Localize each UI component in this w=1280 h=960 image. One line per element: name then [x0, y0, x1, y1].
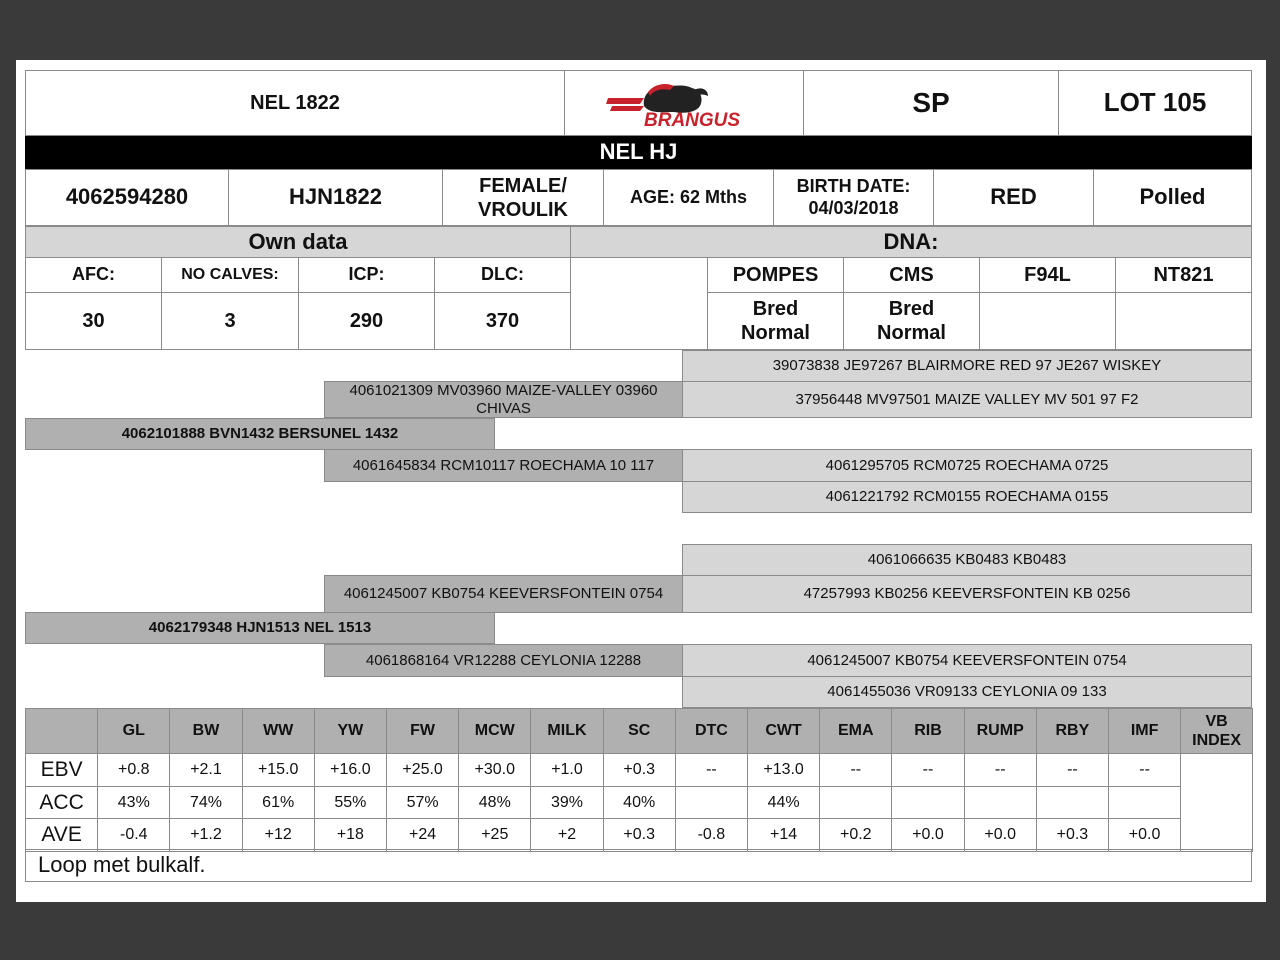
ebv-cell-ave-sc: +0.3	[603, 818, 676, 852]
ebv-cell-ave-gl: -0.4	[97, 818, 170, 852]
ebv-header-rby: RBY	[1036, 708, 1109, 754]
dna-pompes-line2: Normal	[741, 322, 810, 344]
animal-tag: HJN1822	[228, 169, 443, 226]
ebv-cell-ebv-cwt: +13.0	[747, 753, 820, 787]
ebv-cell-acc-imf	[1108, 786, 1181, 820]
birth-date-value: 04/03/2018	[808, 197, 899, 218]
ebv-cell-acc-cwt: 44%	[747, 786, 820, 820]
lot-card	[16, 60, 1266, 902]
ebv-header-bw: BW	[169, 708, 242, 754]
ebv-cell-ebv-rib: --	[891, 753, 964, 787]
ebv-cell-ebv-fw: +25.0	[386, 753, 459, 787]
pedigree-dam-sire: 4061245007 KB0754 KEEVERSFONTEIN 0754	[324, 575, 683, 613]
pedigree-dam: 4062179348 HJN1513 NEL 1513	[25, 612, 495, 644]
afc-value: 30	[25, 292, 162, 350]
ebv-cell-ebv-ema: --	[819, 753, 892, 787]
ebv-cell-acc-rby	[1036, 786, 1109, 820]
dna-nt821-value	[1115, 292, 1252, 350]
ebv-cell-ebv-mcw: +30.0	[458, 753, 531, 787]
ebv-cell-acc-fw: 57%	[386, 786, 459, 820]
ebv-header-fw: FW	[386, 708, 459, 754]
ebv-header-dtc: DTC	[675, 708, 748, 754]
dna-f94l-header: F94L	[979, 257, 1116, 293]
ebv-header-ww: WW	[242, 708, 315, 754]
birth-date	[773, 169, 934, 226]
ebv-cell-acc-mcw: 48%	[458, 786, 531, 820]
lot-code: NEL 1822	[25, 70, 565, 136]
no-calves-value: 3	[161, 292, 299, 350]
ebv-cell-ave-rby: +0.3	[1036, 818, 1109, 852]
dna-pompes-line1: Bred	[752, 298, 799, 320]
pedigree-sd-dam: 4061221792 RCM0155 ROECHAMA 0155	[682, 481, 1252, 513]
ebv-cell-ebv-milk: +1.0	[530, 753, 603, 787]
ebv-cell-ebv-imf: --	[1108, 753, 1181, 787]
lot-number: LOT 105	[1058, 70, 1252, 136]
animal-id: 4062594280	[25, 169, 229, 226]
ebv-cell-ave-bw: +1.2	[169, 818, 242, 852]
icp-value: 290	[298, 292, 435, 350]
ebv-vb-index-value	[1180, 753, 1253, 852]
ebv-cell-ave-cwt: +14	[747, 818, 820, 852]
ebv-header-sc: SC	[603, 708, 676, 754]
pedigree-ds-dam: 47257993 KB0256 KEEVERSFONTEIN KB 0256	[682, 575, 1252, 613]
ebv-corner	[25, 708, 98, 754]
horn-status: Polled	[1093, 169, 1252, 226]
ebv-cell-ave-rump: +0.0	[964, 818, 1037, 852]
dlc-header: DLC:	[434, 257, 571, 293]
ebv-row-label-ave: AVE	[25, 818, 98, 852]
dna-nt821-header: NT821	[1115, 257, 1252, 293]
ebv-header-rump: RUMP	[964, 708, 1037, 754]
dna-cms-line1: Bred	[888, 298, 935, 320]
ebv-cell-acc-gl: 43%	[97, 786, 170, 820]
pedigree-ds-sire: 4061066635 KB0483 KB0483	[682, 544, 1252, 576]
ebv-cell-acc-yw: 55%	[314, 786, 387, 820]
dlc-value: 370	[434, 292, 571, 350]
dna-cms-line2: Normal	[877, 322, 946, 344]
pedigree-ss-dam: 37956448 MV97501 MAIZE VALLEY MV 501 97 F2	[682, 381, 1252, 418]
ebv-header-gl: GL	[97, 708, 170, 754]
ebv-cell-ave-yw: +18	[314, 818, 387, 852]
ebv-cell-ebv-sc: +0.3	[603, 753, 676, 787]
animal-name-bar: NEL HJ	[25, 136, 1252, 169]
pedigree-dd-sire: 4061245007 KB0754 KEEVERSFONTEIN 0754	[682, 644, 1252, 677]
ebv-header-mcw: MCW	[458, 708, 531, 754]
pedigree-dd-dam: 4061455036 VR09133 CEYLONIA 09 133	[682, 676, 1252, 708]
sex	[442, 169, 604, 226]
ebv-cell-acc-milk: 39%	[530, 786, 603, 820]
ebv-cell-ave-fw: +24	[386, 818, 459, 852]
ebv-cell-ave-milk: +2	[530, 818, 603, 852]
ebv-cell-acc-rump	[964, 786, 1037, 820]
ebv-row-label-ebv: EBV	[25, 753, 98, 787]
grade: SP	[803, 70, 1059, 136]
pedigree-sd-sire: 4061295705 RCM0725 ROECHAMA 0725	[682, 449, 1252, 482]
icp-header: ICP:	[298, 257, 435, 293]
ebv-cell-acc-ema	[819, 786, 892, 820]
pedigree-sire: 4062101888 BVN1432 BERSUNEL 1432	[25, 418, 495, 450]
ebv-header-ema: EMA	[819, 708, 892, 754]
dna-blank	[570, 257, 708, 350]
ebv-cell-ebv-rby: --	[1036, 753, 1109, 787]
ebv-header-imf: IMF	[1108, 708, 1181, 754]
ebv-cell-ebv-bw: +2.1	[169, 753, 242, 787]
ebv-cell-ave-dtc: -0.8	[675, 818, 748, 852]
pedigree-sire-sire: 4061021309 MV03960 MAIZE-VALLEY 03960 CHIVAS	[324, 381, 683, 418]
colour: RED	[933, 169, 1094, 226]
ebv-cell-ebv-rump: --	[964, 753, 1037, 787]
dna-pompes-header: POMPES	[707, 257, 844, 293]
pedigree-ss-sire: 39073838 JE97267 BLAIRMORE RED 97 JE267 WISKEY	[682, 350, 1252, 382]
dna-f94l-value	[979, 292, 1116, 350]
ebv-header-rib: RIB	[891, 708, 964, 754]
ebv-cell-ave-mcw: +25	[458, 818, 531, 852]
ebv-cell-ave-rib: +0.0	[891, 818, 964, 852]
no-calves-header: NO CALVES:	[161, 257, 299, 293]
ebv-cell-ebv-dtc: --	[675, 753, 748, 787]
ebv-row-label-acc: ACC	[25, 786, 98, 820]
ebv-cell-ave-imf: +0.0	[1108, 818, 1181, 852]
afc-header: AFC:	[25, 257, 162, 293]
dna-title: DNA:	[570, 226, 1252, 258]
ebv-header-vb-index: VB INDEX	[1180, 708, 1253, 754]
ebv-cell-ebv-gl: +0.8	[97, 753, 170, 787]
brangus-logo	[564, 70, 804, 136]
age: AGE: 62 Mths	[603, 169, 774, 226]
birth-date-label: BIRTH DATE:	[796, 175, 911, 196]
ebv-header-yw: YW	[314, 708, 387, 754]
remarks: Loop met bulkalf.	[25, 849, 1252, 882]
sex-line2: VROULIK	[478, 198, 568, 221]
ebv-header-cwt: CWT	[747, 708, 820, 754]
ebv-cell-acc-bw: 74%	[169, 786, 242, 820]
ebv-cell-acc-rib	[891, 786, 964, 820]
own-data-title: Own data	[25, 226, 571, 258]
ebv-cell-acc-ww: 61%	[242, 786, 315, 820]
ebv-cell-acc-sc: 40%	[603, 786, 676, 820]
dna-cms-value	[843, 292, 980, 350]
dna-cms-header: CMS	[843, 257, 980, 293]
ebv-cell-ebv-yw: +16.0	[314, 753, 387, 787]
ebv-cell-ebv-ww: +15.0	[242, 753, 315, 787]
ebv-header-milk: MILK	[530, 708, 603, 754]
ebv-cell-acc-dtc	[675, 786, 748, 820]
ebv-cell-ave-ema: +0.2	[819, 818, 892, 852]
bull-logo-icon	[604, 76, 764, 130]
ebv-cell-ave-ww: +12	[242, 818, 315, 852]
sex-line1: FEMALE/	[479, 174, 567, 197]
pedigree-sire-dam: 4061645834 RCM10117 ROECHAMA 10 117	[324, 449, 683, 482]
logo-wordmark: BRANGUS	[644, 110, 741, 130]
pedigree-dam-dam: 4061868164 VR12288 CEYLONIA 12288	[324, 644, 683, 677]
dna-pompes-value	[707, 292, 844, 350]
